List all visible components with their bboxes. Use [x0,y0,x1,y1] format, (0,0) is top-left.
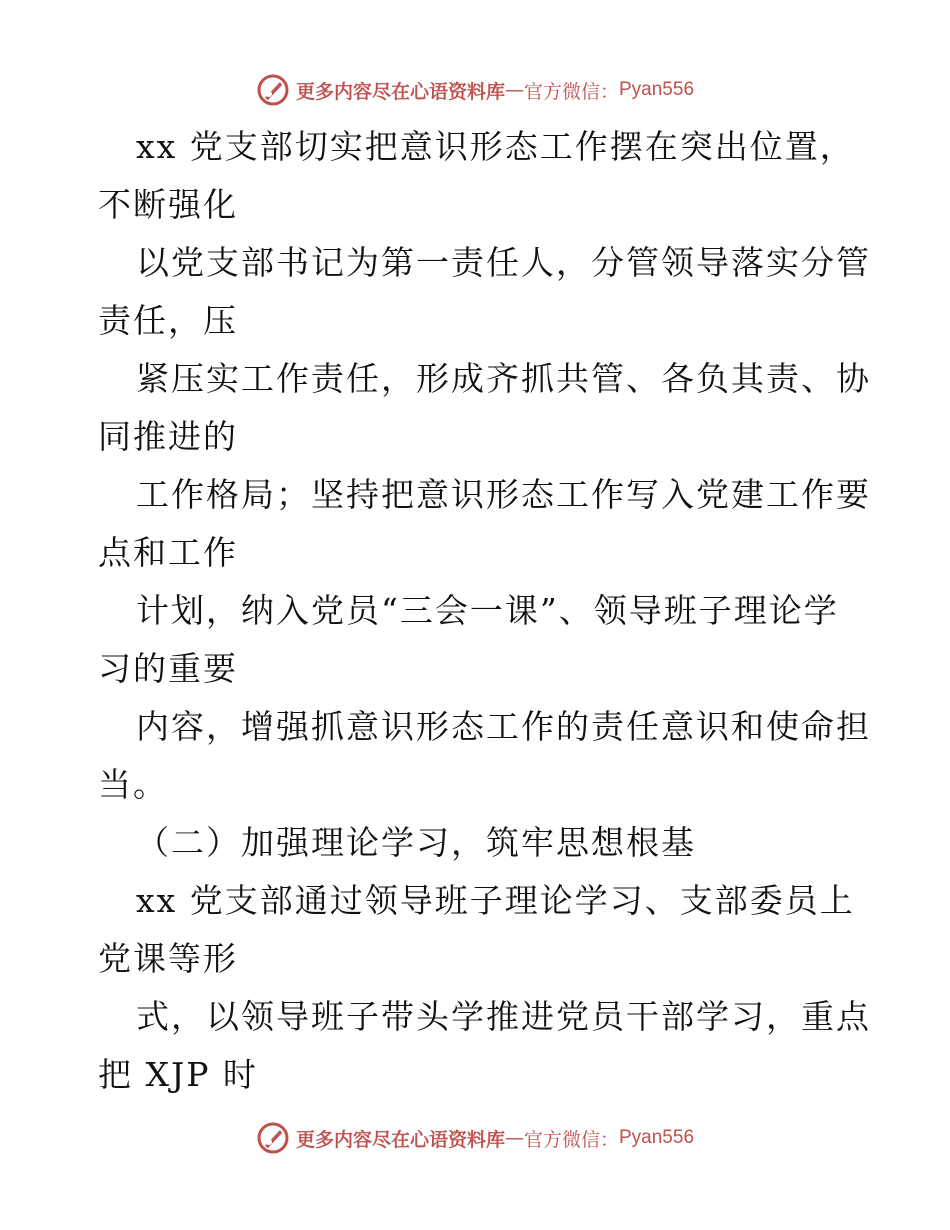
watermark-id: Pyan556 [619,1127,695,1148]
text-line: 习的重要 [98,649,238,688]
text-line: 当。 [98,765,168,804]
watermark-banner-bottom [0,1118,950,1158]
text-line: 把 XJP 时 [98,1055,258,1094]
document-body [98,118,871,1104]
text-line: 计划，纳入党员“三会一课”、领导班子理论学 [136,591,839,630]
quill-logo-icon [256,73,290,107]
text-line: 同推进的 [98,417,238,456]
section-heading: （二）加强理论学习，筑牢思想根基 [136,823,696,862]
text-line: 内容，增强抓意识形态工作的责任意识和使命担 [136,707,871,746]
watermark-dash: — [504,1127,524,1149]
text-line: 紧压实工作责任，形成齐抓共管、各负其责、协 [136,359,871,398]
watermark-id: Pyan556 [619,79,695,100]
text-line: 以党支部书记为第一责任人，分管领导落实分管 [136,243,871,282]
text-line: 工作格局；坚持把意识形态工作写入党建工作要 [136,475,871,514]
text-line: 点和工作 [98,533,238,572]
text-line: xx 党支部通过领导班子理论学习、支部委员上 [136,881,855,920]
text-line: 式，以领导班子带头学推进党员干部学习，重点 [136,997,871,1036]
text-line: 责任，压 [98,301,238,340]
watermark-sub-text: 官方微信： [523,1128,619,1151]
text-line: xx 党支部切实把意识形态工作摆在突出位置， [136,127,855,166]
text-line: 党课等形 [98,939,238,978]
quill-logo-icon [256,1121,290,1155]
watermark-main-text: 更多内容尽在心语资料库 [295,1128,505,1151]
text-line: 不断强化 [98,185,238,224]
watermark-banner-top [0,70,950,110]
watermark-main-text: 更多内容尽在心语资料库 [295,80,505,103]
watermark-dash: — [504,79,524,101]
watermark-sub-text: 官方微信： [523,80,619,103]
